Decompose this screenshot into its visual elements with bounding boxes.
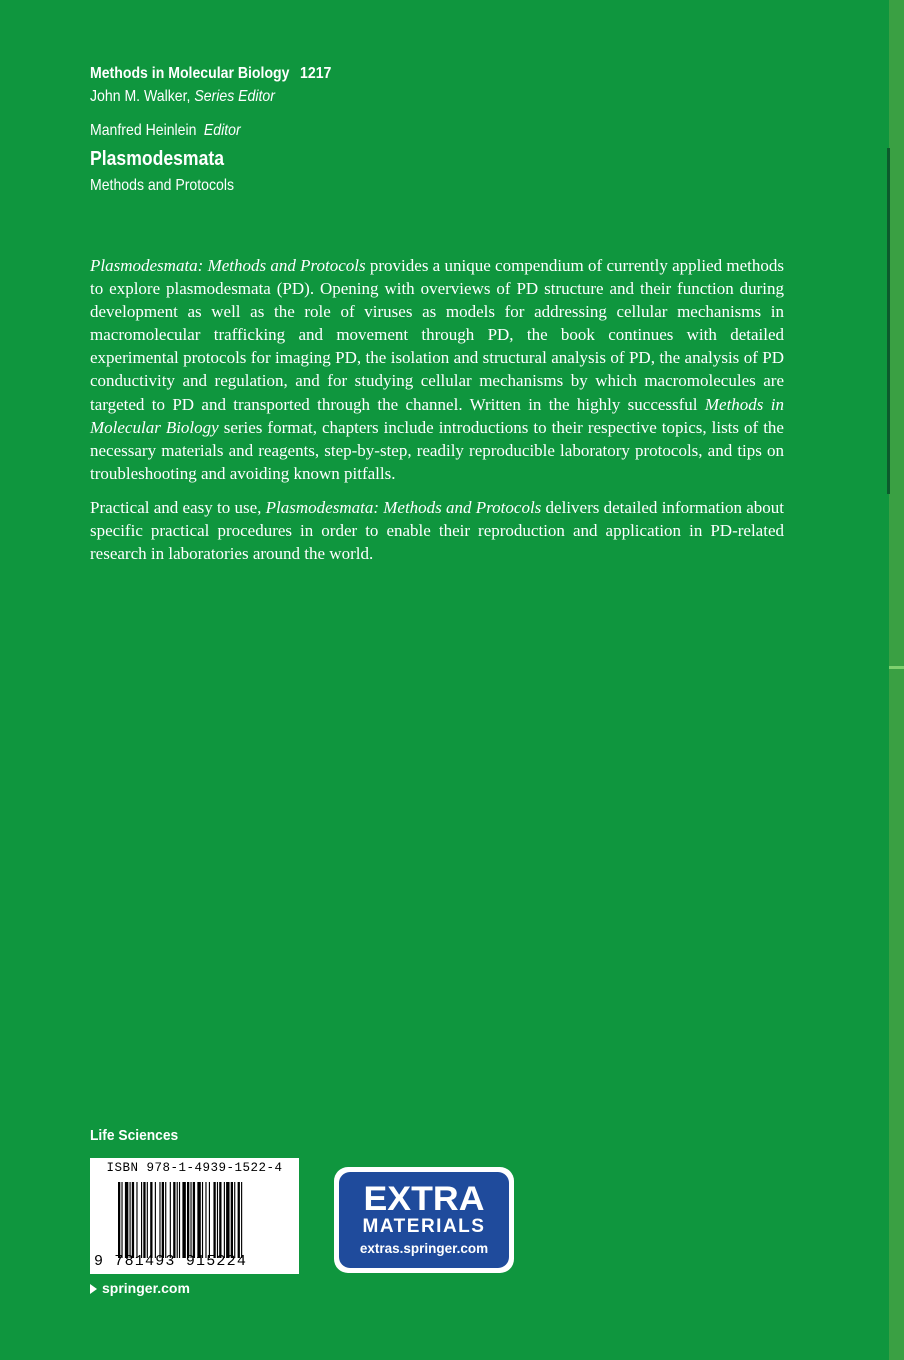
barcode-bar xyxy=(125,1182,128,1258)
barcode-bar xyxy=(170,1182,171,1258)
series-name: Methods in Molecular Biology xyxy=(90,65,290,82)
description-italic-series: Methods in Molecular Biology xyxy=(90,394,784,437)
barcode-bar xyxy=(136,1182,137,1258)
barcode-bar xyxy=(202,1182,203,1258)
series-editor-name: John M. Walker, xyxy=(90,88,191,105)
barcode-bars xyxy=(118,1182,284,1258)
barcode-bar xyxy=(209,1182,210,1258)
series-number: 1217 xyxy=(300,65,332,82)
barcode-bar xyxy=(162,1182,164,1258)
cover-header xyxy=(90,62,364,198)
barcode-bar xyxy=(179,1182,180,1258)
description-text: provides a unique compendium of currently applied methods to explore plasmodesmata (PD). Opening with overviews of PD structure and their function during development as well as the role of viruses as models for addressing cellular mechanisms in macromolecular trafficking and movement through PD, the book continues with detailed experimental protocols for imaging PD, the isolation and structural analysis of PD, the analysis of PD conductivity and regulation, and for studying cellular mechanisms by which macromolecules are targeted to PD and transported through the channel. Written in the highly successful xyxy=(90,256,784,414)
subject-category: Life Sciences xyxy=(90,1127,179,1144)
barcode-bar xyxy=(238,1182,240,1258)
barcode-bar xyxy=(173,1182,175,1258)
spine-strip xyxy=(889,0,904,1360)
description-paragraph-1 xyxy=(90,254,784,485)
isbn-digits: 9 781493 915224 xyxy=(94,1253,248,1270)
barcode-bar xyxy=(213,1182,215,1258)
barcode-bar xyxy=(224,1182,225,1258)
series-editor-role: Series Editor xyxy=(194,88,275,105)
extra-materials-badge[interactable] xyxy=(334,1167,514,1273)
extra-materials-badge-inner xyxy=(339,1172,509,1268)
publisher-link-text[interactable]: springer.com xyxy=(102,1280,190,1296)
description-text: series format, chapters include introductions to their respective topics, lists of the necessary materials and reagents, step-by-step, readily reproducible laboratory protocols, and tips on troubleshooting and avoiding known pitfalls. xyxy=(90,417,784,483)
book-subtitle: Methods and Protocols xyxy=(90,177,235,194)
barcode-bar xyxy=(231,1182,233,1258)
spine-dark-mark xyxy=(887,148,890,494)
book-editor xyxy=(90,120,331,142)
barcode-bar xyxy=(141,1182,142,1258)
barcode-bar xyxy=(197,1182,200,1258)
barcode-bar xyxy=(217,1182,218,1258)
description-italic-title: Plasmodesmata: Methods and Protocols xyxy=(265,497,542,517)
barcode-bar xyxy=(219,1182,221,1258)
publisher-link[interactable] xyxy=(90,1280,190,1296)
barcode-bar xyxy=(226,1182,229,1258)
barcode-bar xyxy=(130,1182,131,1258)
barcode-bar xyxy=(132,1182,134,1258)
description-text: Practical and easy to use, xyxy=(90,497,266,517)
description-italic-title: Plasmodesmata: Methods and Protocols xyxy=(90,256,366,275)
barcode-bar xyxy=(159,1182,160,1258)
spine-light-line xyxy=(889,666,904,669)
description-text: delivers detailed information about specific practical procedures in order to enable their reproduction and application in PD-related research in laboratories around the world. xyxy=(90,497,784,564)
barcode-bar xyxy=(165,1182,166,1258)
barcode-bar xyxy=(205,1182,206,1258)
book-editor-name: Manfred Heinlein xyxy=(90,122,197,139)
barcode-bar xyxy=(193,1182,195,1258)
isbn-label: ISBN 978-1-4939-1522-4 xyxy=(106,1161,283,1175)
barcode-bar xyxy=(182,1182,185,1258)
series-editor xyxy=(90,86,331,108)
arrow-right-icon xyxy=(90,1284,97,1294)
barcode-bar xyxy=(147,1182,148,1258)
badge-materials-text: MATERIALS xyxy=(362,1216,486,1237)
barcode-bar xyxy=(190,1182,191,1258)
series-title xyxy=(90,62,331,86)
book-description xyxy=(90,254,784,576)
barcode-bar xyxy=(150,1182,152,1258)
barcode-bar xyxy=(143,1182,145,1258)
description-paragraph-2 xyxy=(90,496,784,565)
barcode-bar xyxy=(155,1182,156,1258)
isbn-barcode xyxy=(90,1158,299,1274)
barcode-bar xyxy=(177,1182,178,1258)
badge-extra-text: EXTRA xyxy=(363,1180,485,1218)
barcode-bar xyxy=(118,1182,120,1258)
barcode-bar xyxy=(234,1182,235,1258)
book-editor-role: Editor xyxy=(203,122,241,139)
barcode-bar xyxy=(241,1182,242,1258)
barcode-bar xyxy=(121,1182,122,1258)
book-title: Plasmodesmata xyxy=(90,148,225,170)
badge-url[interactable]: extras.springer.com xyxy=(359,1241,489,1256)
barcode-bar xyxy=(187,1182,189,1258)
